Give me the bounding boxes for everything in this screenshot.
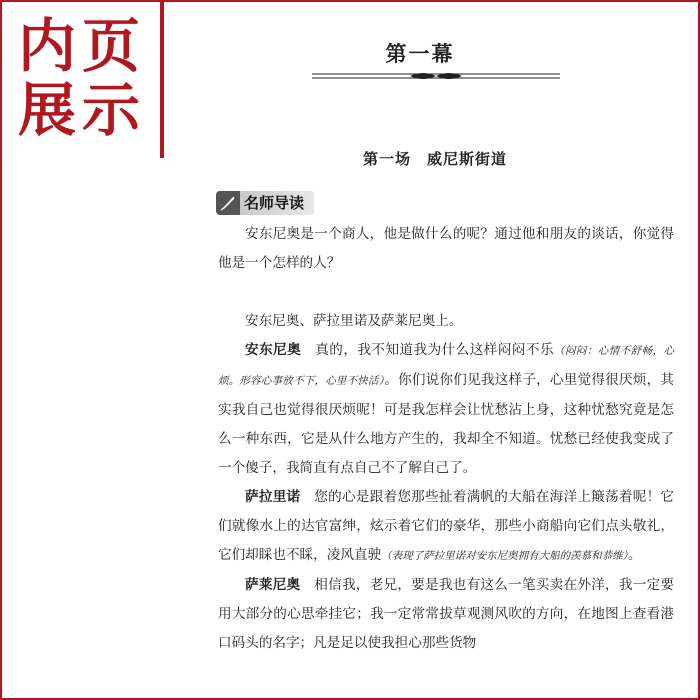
guide-header (216, 190, 314, 216)
stage-direction: 安东尼奥、萨拉里诺及萨莱尼奥上。 (245, 313, 463, 329)
stamp-line-1: 内页 (18, 12, 147, 80)
annotation-note: （表现了萨拉里诺对安东尼奥拥有大船的羡慕和恭维） (381, 550, 628, 562)
dialogue-paragraph (218, 571, 674, 658)
dialogue-text: 您的心是跟着您那些扯着满帆的大船在海洋上簸荡着呢！它们就像水上的达官富绅，炫示着它们的豪华，那些小商船向它们点头敬礼，它们却睬也不睬，凌风直驶 (218, 489, 675, 563)
dialogue-text: 。 (627, 547, 642, 563)
scene-title: 第一场 威尼斯街道 (362, 150, 507, 168)
title-ornament (310, 70, 562, 82)
annotation-note: （闷闷：心情不舒畅，心烦。形容心事放不下，心里不快活） (218, 345, 675, 387)
dialogue-text: 相信我，老兄，要是我也有这么一笔买卖在外洋，我一定要用大部分的心思牵挂它；我一定常常拔草观测风吹的方向，在地图上查看港口码头的名字；凡是足以使我担心那些货物 (218, 577, 675, 651)
dialogue-paragraph (218, 336, 674, 483)
stamp-line-2: 展示 (18, 76, 147, 144)
body-text (218, 220, 674, 658)
act-title: 第一幕 (385, 41, 455, 66)
page-preview-stamp (18, 14, 158, 142)
guide-paragraph: 安东尼奥是一个商人，他是做什么的呢？通过他和朋友的谈话，你觉得他是一个怎样的人？ (218, 226, 674, 271)
dialogue-text: 。你们说你们见我这样子，心里觉得很厌烦，其实我自己也觉得很厌烦呢！可是我怎样会让忧愁沾上身，这种忧愁究竟是怎么一种东西，它是从什么地方产生的，我却全不知道。忧愁已经使我变成了一个傻子，我简直有点自己不了解自己了。 (218, 372, 675, 476)
speaker-name: 萨莱尼奥 (245, 577, 301, 593)
quill-icon (216, 191, 240, 215)
speaker-name: 萨拉里诺 (245, 489, 301, 505)
dialogue-text: 真的，我不知道我为什么这样闷闷不乐 (315, 342, 554, 358)
dialogue-paragraph (218, 483, 674, 571)
guide-label: 名师导读 (240, 191, 314, 215)
speaker-name: 安东尼奥 (245, 342, 302, 358)
stamp-divider (160, 0, 164, 158)
